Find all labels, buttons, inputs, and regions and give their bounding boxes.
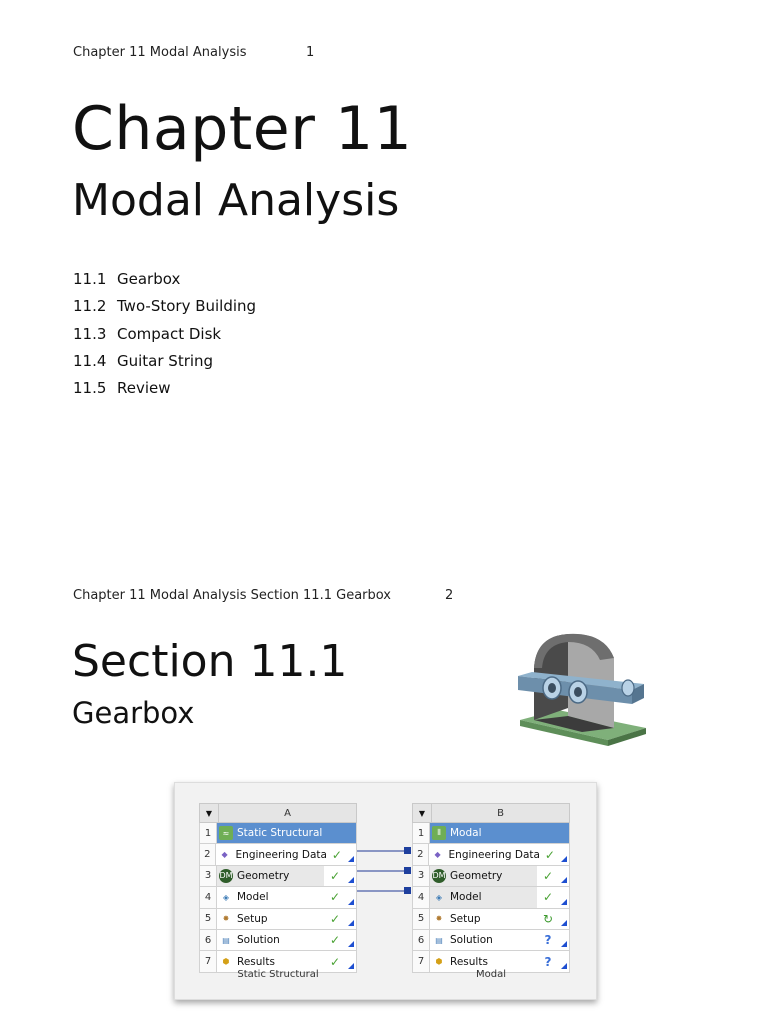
system-row[interactable]: 7 ⬢ Results ? bbox=[412, 951, 570, 972]
status-check-icon: ✓ bbox=[329, 954, 341, 969]
geometry-icon: DM bbox=[219, 869, 233, 883]
system-row[interactable]: 6 ▤ Solution ✓ bbox=[199, 930, 357, 951]
status-refresh-icon: ↻ bbox=[542, 911, 554, 926]
status-check-icon: ✓ bbox=[329, 933, 341, 948]
column-label: B bbox=[497, 807, 504, 819]
chapter-title: Chapter 11 bbox=[72, 94, 413, 164]
toc-item[interactable]: 11.4 Guitar String bbox=[73, 351, 214, 370]
status-unfulfilled-icon: ? bbox=[544, 954, 552, 969]
column-label: A bbox=[284, 807, 291, 819]
status-check-icon: ✓ bbox=[329, 911, 341, 926]
corner-indicator-icon bbox=[559, 909, 569, 929]
status-check-icon: ✓ bbox=[542, 868, 554, 883]
corner-indicator-icon bbox=[346, 909, 356, 929]
solution-icon: ▤ bbox=[222, 935, 230, 945]
system-row[interactable]: 5 ✸ Setup ↻ bbox=[412, 909, 570, 930]
results-icon: ⬢ bbox=[222, 957, 230, 967]
modal-icon: ⫴ bbox=[432, 826, 446, 840]
system-static-structural[interactable] bbox=[199, 803, 357, 973]
running-header-text: Chapter 11 Modal Analysis bbox=[73, 45, 247, 60]
setup-icon: ✸ bbox=[222, 914, 230, 924]
system-row[interactable]: 3 DM Geometry ✓ bbox=[199, 866, 357, 887]
engineering-data-icon: ◆ bbox=[221, 850, 228, 860]
system-modal[interactable] bbox=[412, 803, 570, 973]
system-row[interactable]: 2 ◆ Engineering Data ✓ bbox=[199, 844, 357, 865]
corner-indicator-icon bbox=[560, 844, 569, 864]
system-row[interactable]: 4 ◈ Model ✓ bbox=[199, 887, 357, 908]
static-structural-icon: ≈ bbox=[219, 826, 233, 840]
system-row[interactable]: 2 ◆ Engineering Data ✓ bbox=[412, 844, 570, 865]
corner-indicator-icon bbox=[347, 844, 356, 864]
chapter-subtitle: Modal Analysis bbox=[72, 175, 400, 226]
status-unfulfilled-icon: ? bbox=[544, 933, 552, 948]
section-subtitle: Gearbox bbox=[72, 696, 195, 730]
toc-item[interactable]: 11.1 Gearbox bbox=[73, 270, 181, 288]
status-check-icon: ✓ bbox=[542, 890, 554, 905]
corner-indicator-icon bbox=[346, 866, 356, 886]
model-icon: ◈ bbox=[222, 892, 230, 902]
system-header bbox=[199, 803, 357, 823]
setup-icon: ✸ bbox=[435, 914, 443, 924]
page-number: 1 bbox=[306, 45, 315, 60]
toc-item[interactable]: 11.2 Two-Story Building bbox=[73, 297, 257, 316]
toc-item[interactable]: 11.5 Review bbox=[73, 379, 171, 398]
status-check-icon: ✓ bbox=[331, 847, 342, 862]
corner-indicator-icon bbox=[559, 930, 569, 950]
corner-indicator-icon bbox=[559, 887, 569, 907]
collapse-triangle-icon[interactable]: ▼ bbox=[413, 804, 432, 822]
corner-indicator-icon bbox=[346, 930, 356, 950]
system-row-title[interactable]: 1 ⫴ Modal bbox=[412, 823, 570, 844]
page-number: 2 bbox=[445, 588, 454, 603]
system-row[interactable]: 6 ▤ Solution ? bbox=[412, 930, 570, 951]
model-icon: ◈ bbox=[435, 892, 443, 902]
status-check-icon: ✓ bbox=[329, 890, 341, 905]
section-title: Section 11.1 bbox=[72, 636, 348, 687]
system-caption[interactable]: Modal bbox=[476, 969, 506, 980]
corner-indicator-icon bbox=[559, 866, 569, 886]
toc-item[interactable]: 11.3 Compact Disk bbox=[73, 324, 222, 343]
collapse-triangle-icon[interactable]: ▼ bbox=[200, 804, 219, 822]
system-row[interactable]: 7 ⬢ Results ✓ bbox=[199, 951, 357, 972]
project-schematic bbox=[174, 782, 597, 1000]
status-check-icon: ✓ bbox=[329, 868, 341, 883]
solution-icon: ▤ bbox=[435, 935, 443, 945]
system-header bbox=[412, 803, 570, 823]
system-caption[interactable]: Static Structural bbox=[237, 969, 319, 980]
gearbox-illustration bbox=[512, 628, 652, 750]
page-header: Chapter 11 Modal Analysis Section 11.1 Gearbox bbox=[73, 588, 391, 603]
system-row[interactable]: 3 DM Geometry ✓ bbox=[412, 866, 570, 887]
geometry-icon: DM bbox=[432, 869, 446, 883]
page-header bbox=[73, 45, 246, 60]
table-of-contents bbox=[73, 266, 256, 402]
system-row[interactable]: 4 ◈ Model ✓ bbox=[412, 887, 570, 908]
corner-indicator-icon bbox=[346, 887, 356, 907]
status-check-icon: ✓ bbox=[544, 847, 555, 862]
system-row-title[interactable]: 1 ≈ Static Structural bbox=[199, 823, 357, 844]
system-row[interactable]: 5 ✸ Setup ✓ bbox=[199, 909, 357, 930]
engineering-data-icon: ◆ bbox=[434, 850, 441, 860]
results-icon: ⬢ bbox=[435, 957, 443, 967]
